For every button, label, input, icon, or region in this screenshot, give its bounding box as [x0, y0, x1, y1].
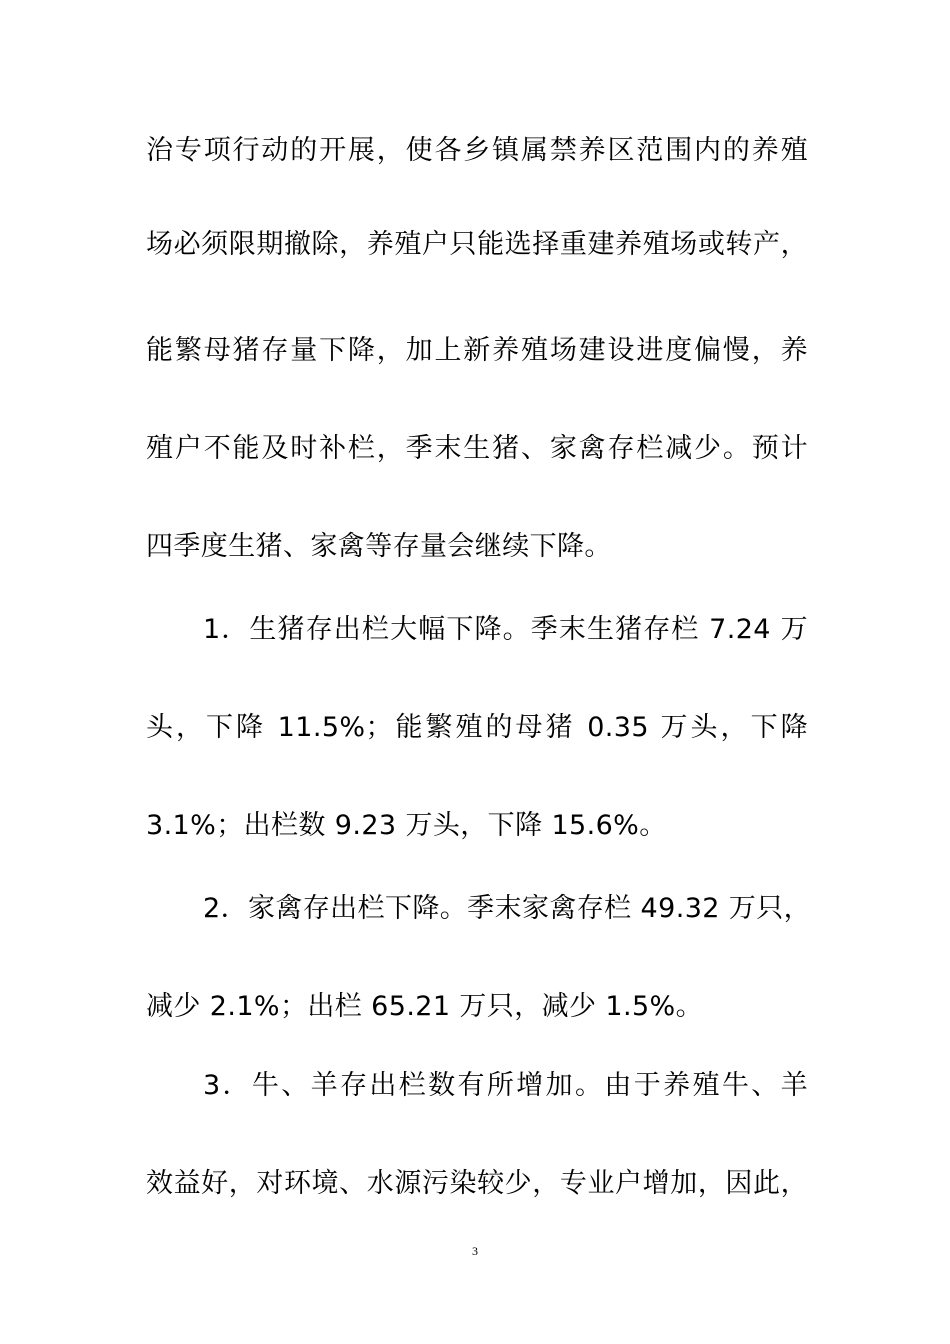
text-line: 殖户不能及时补栏，季末生猪、家禽存栏减少。预计 [146, 433, 808, 464]
text-line: 四季度生猪、家禽等存量会继续下降。 [146, 531, 612, 562]
text-line: 场必须限期撤除，养殖户只能选择重建养殖场或转产， [146, 229, 808, 260]
text-line: 头，下降 11.5%；能繁殖的母猪 0.35 万头，下降 [146, 712, 808, 743]
text-line: 2．家禽存出栏下降。季末家禽存栏 49.32 万只， [203, 893, 812, 924]
text-line: 3．牛、羊存出栏数有所增加。由于养殖牛、羊 [203, 1070, 808, 1101]
text-line: 效益好，对环境、水源污染较少，专业户增加，因此， [146, 1168, 808, 1199]
text-line: 减少 2.1%；出栏 65.21 万只，减少 1.5%。 [146, 991, 704, 1022]
text-line: 治专项行动的开展，使各乡镇属禁养区范围内的养殖 [146, 135, 808, 166]
text-line: 1．生猪存出栏大幅下降。季末生猪存栏 7.24 万 [203, 614, 808, 645]
text-line: 能繁母猪存量下降，加上新养殖场建设进度偏慢，养 [146, 335, 808, 366]
text-line: 3.1%；出栏数 9.23 万头，下降 15.6%。 [146, 810, 667, 841]
page-number: 3 [472, 1244, 478, 1258]
